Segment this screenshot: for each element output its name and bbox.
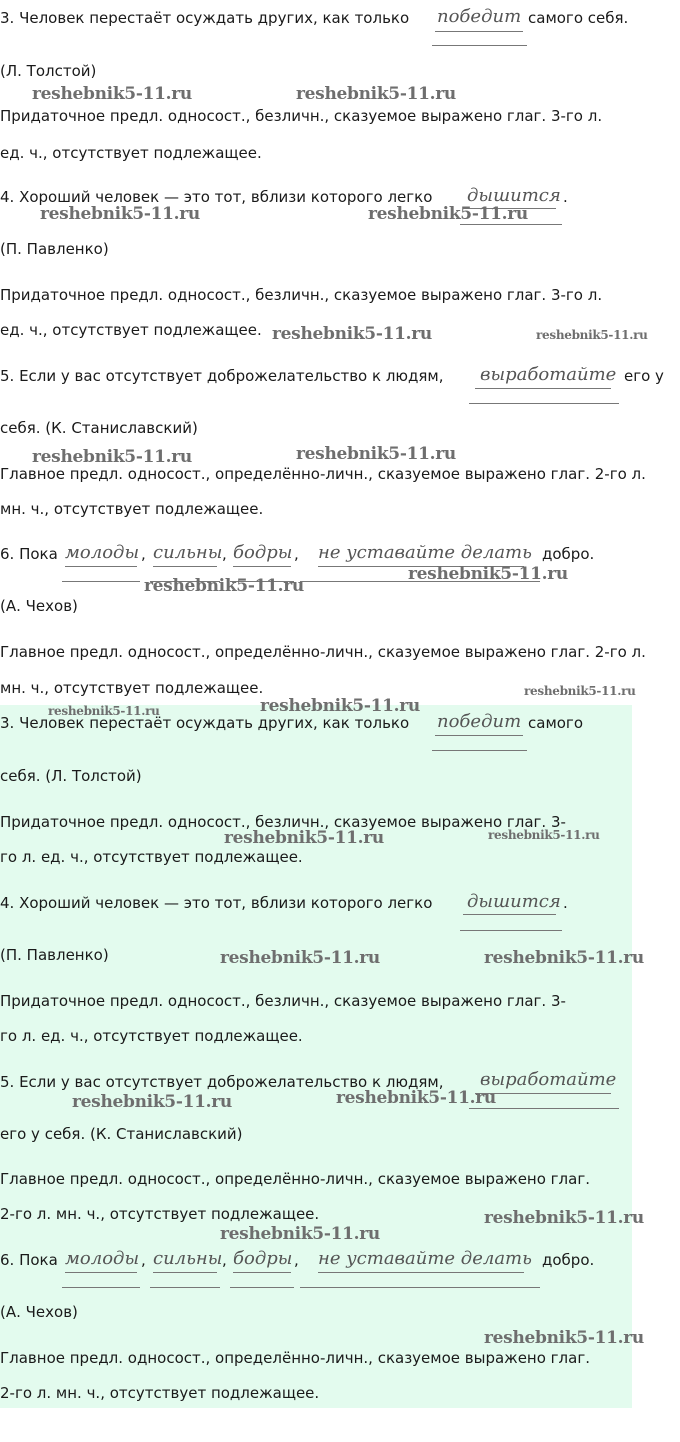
sentence-6-answer-4: не уставайте делать xyxy=(318,542,532,563)
answer-underline xyxy=(153,1272,217,1273)
watermark: reshebnik5-11.ru xyxy=(72,1092,232,1112)
sentence-6-text-a: 6. Пока xyxy=(0,545,58,563)
sentence-6-author: (А. Чехов) xyxy=(0,1303,78,1321)
sentence-3-text-b: самого xyxy=(528,714,583,732)
sentence-6-answer-1: молоды xyxy=(65,1248,140,1269)
sentence-6-analysis-1: Главное предл. односост., определённо-личн., сказуемое выражено глаг. 2-го л. xyxy=(0,643,646,661)
sentence-6-author: (А. Чехов) xyxy=(0,597,78,615)
sentence-4-text-b: . xyxy=(563,188,568,206)
sentence-5-text-b: его у xyxy=(624,367,664,385)
watermark: reshebnik5-11.ru xyxy=(48,704,160,718)
answer-underline xyxy=(318,1272,524,1273)
watermark: reshebnik5-11.ru xyxy=(260,696,420,716)
sentence-5-analysis-1: Главное предл. односост., определённо-личн., сказуемое выражено глаг. xyxy=(0,1170,590,1188)
watermark: reshebnik5-11.ru xyxy=(224,828,384,848)
sentence-6-text-b: добро. xyxy=(542,545,595,563)
sentence-6-analysis-2: мн. ч., отсутствует подлежащее. xyxy=(0,679,264,697)
sentence-3-answer: победит xyxy=(437,6,522,27)
sentence-4-author: (П. Павленко) xyxy=(0,946,109,964)
answer-underline xyxy=(65,566,137,567)
answer-underline xyxy=(65,1272,137,1273)
sentence-3-text-c: себя. (Л. Толстой) xyxy=(0,767,142,785)
sentence-3-author: (Л. Толстой) xyxy=(0,62,97,80)
sentence-4-text-b: . xyxy=(563,894,568,912)
watermark: reshebnik5-11.ru xyxy=(220,948,380,968)
sentence-3-answer: победит xyxy=(437,711,522,732)
watermark: reshebnik5-11.ru xyxy=(484,1328,644,1348)
sentence-4-analysis-1: Придаточное предл. односост., безличн., сказуемое выражено глаг. 3-го л. xyxy=(0,286,603,304)
sentence-3-text-a: 3. Человек перестаёт осуждать других, как только xyxy=(0,9,410,27)
sentence-3-analysis-2: го л. ед. ч., отсутствует подлежащее. xyxy=(0,848,303,866)
watermark: reshebnik5-11.ru xyxy=(488,828,600,842)
watermark: reshebnik5-11.ru xyxy=(368,204,528,224)
exercise-block-top xyxy=(0,0,680,705)
answer-underline xyxy=(230,1287,294,1288)
sentence-5-analysis-2: 2-го л. мн. ч., отсутствует подлежащее. xyxy=(0,1205,320,1223)
answer-underline xyxy=(62,1287,140,1288)
sentence-6-analysis-2: 2-го л. мн. ч., отсутствует подлежащее. xyxy=(0,1384,320,1402)
answer-underline xyxy=(460,930,562,931)
sentence-4-author: (П. Павленко) xyxy=(0,240,109,258)
sentence-5-answer: выработайте xyxy=(480,364,617,385)
answer-underline xyxy=(435,31,523,32)
sentence-3-text-b: самого себя. xyxy=(528,9,629,27)
sentence-5-analysis-1: Главное предл. односост., определённо-личн., сказуемое выражено глаг. 2-го л. xyxy=(0,465,646,483)
sentence-4-analysis-1: Придаточное предл. односост., безличн., сказуемое выражено глаг. 3- xyxy=(0,992,566,1010)
answer-underline xyxy=(150,1287,220,1288)
sentence-6-answer-2: сильны xyxy=(153,1248,223,1269)
answer-underline xyxy=(463,914,556,915)
sentence-3-analysis-2: ед. ч., отсутствует подлежащее. xyxy=(0,144,262,162)
sentence-6-comma: , xyxy=(294,545,299,563)
sentence-6-text-a: 6. Пока xyxy=(0,1251,58,1269)
sentence-6-comma: , xyxy=(294,1251,299,1269)
sentence-6-answer-4: не уставайте делать xyxy=(318,1248,532,1269)
sentence-5-answer: выработайте xyxy=(480,1069,617,1090)
sentence-4-answer: дышится xyxy=(467,891,561,912)
sentence-6-analysis-1: Главное предл. односост., определённо-личн., сказуемое выражено глаг. xyxy=(0,1349,590,1367)
sentence-6-answer-3: бодры xyxy=(233,542,293,563)
sentence-6-comma: , xyxy=(141,545,146,563)
watermark: reshebnik5-11.ru xyxy=(408,564,568,584)
watermark: reshebnik5-11.ru xyxy=(40,204,200,224)
sentence-3-text-a: 3. Человек перестаёт осуждать других, как только xyxy=(0,714,410,732)
answer-underline xyxy=(432,750,527,751)
answer-underline xyxy=(469,1108,619,1109)
sentence-6-comma: , xyxy=(222,1251,227,1269)
answer-underline xyxy=(300,1287,540,1288)
watermark: reshebnik5-11.ru xyxy=(336,1088,496,1108)
answer-underline xyxy=(432,45,527,46)
sentence-5-text-c: себя. (К. Станиславский) xyxy=(0,419,198,437)
sentence-3-analysis-1: Придаточное предл. односост., безличн., сказуемое выражено глаг. 3- xyxy=(0,813,566,831)
sentence-6-answer-2: сильны xyxy=(153,542,223,563)
watermark: reshebnik5-11.ru xyxy=(144,576,304,596)
sentence-6-comma: , xyxy=(222,545,227,563)
sentence-4-text-a: 4. Хороший человек — это тот, вблизи которого легко xyxy=(0,188,433,206)
sentence-4-text-a: 4. Хороший человек — это тот, вблизи которого легко xyxy=(0,894,433,912)
answer-underline xyxy=(469,403,619,404)
answer-underline xyxy=(62,581,140,582)
answer-underline xyxy=(153,566,217,567)
sentence-6-text-b: добро. xyxy=(542,1251,595,1269)
sentence-6-answer-3: бодры xyxy=(233,1248,293,1269)
sentence-4-answer: дышится xyxy=(467,185,561,206)
watermark: reshebnik5-11.ru xyxy=(296,444,456,464)
watermark: reshebnik5-11.ru xyxy=(220,1224,380,1244)
watermark: reshebnik5-11.ru xyxy=(484,948,644,968)
sentence-5-text-a: 5. Если у вас отсутствует доброжелательство к людям, xyxy=(0,1073,444,1091)
answer-underline xyxy=(233,1272,291,1273)
watermark: reshebnik5-11.ru xyxy=(484,1208,644,1228)
sentence-3-analysis-1: Придаточное предл. односост., безличн., сказуемое выражено глаг. 3-го л. xyxy=(0,107,603,125)
sentence-5-text-a: 5. Если у вас отсутствует доброжелательство к людям, xyxy=(0,367,444,385)
answer-underline xyxy=(233,566,291,567)
watermark: reshebnik5-11.ru xyxy=(32,447,192,467)
watermark: reshebnik5-11.ru xyxy=(272,324,432,344)
sentence-5-analysis-2: мн. ч., отсутствует подлежащее. xyxy=(0,500,264,518)
sentence-6-comma: , xyxy=(141,1251,146,1269)
watermark: reshebnik5-11.ru xyxy=(32,84,192,104)
exercise-block-answers xyxy=(0,705,632,1408)
sentence-4-analysis-2: го л. ед. ч., отсутствует подлежащее. xyxy=(0,1027,303,1045)
answer-underline xyxy=(475,388,611,389)
answer-underline xyxy=(435,735,523,736)
watermark: reshebnik5-11.ru xyxy=(536,328,648,342)
answer-underline xyxy=(460,224,562,225)
sentence-5-text-c: его у себя. (К. Станиславский) xyxy=(0,1125,243,1143)
sentence-6-answer-1: молоды xyxy=(65,542,140,563)
watermark: reshebnik5-11.ru xyxy=(524,684,636,698)
sentence-4-analysis-2: ед. ч., отсутствует подлежащее. xyxy=(0,321,262,339)
watermark: reshebnik5-11.ru xyxy=(296,84,456,104)
